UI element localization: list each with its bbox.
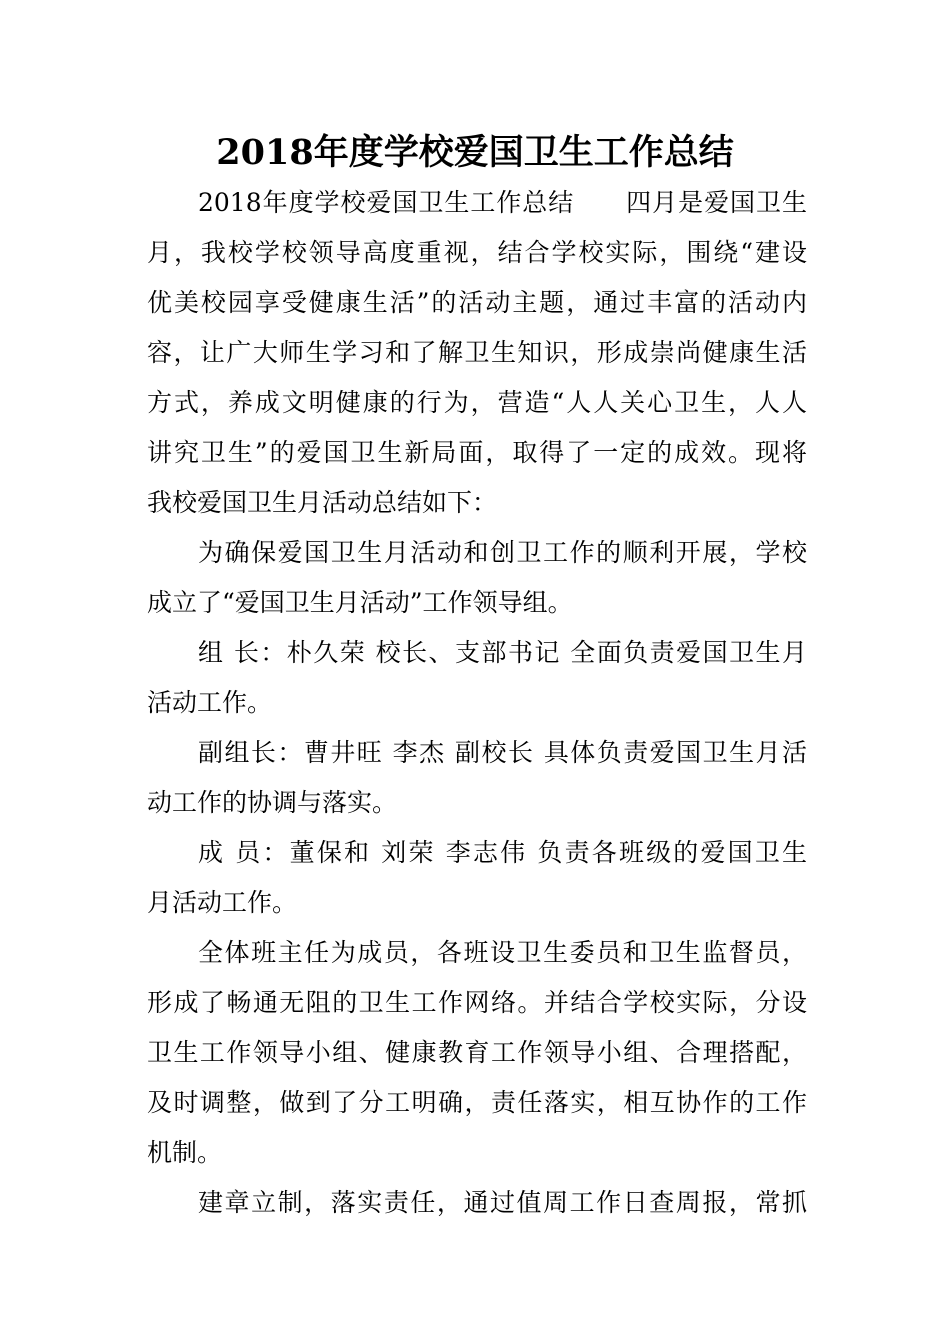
text-line: 方式，养成文明健康的行为，营造“人人关心卫生，人人 (147, 388, 807, 417)
text-line: 动工作的协调与落实。 (147, 788, 398, 817)
text-line: 成 员：董保和 刘荣 李志伟 负责各班级的爱国卫生 (198, 838, 807, 867)
text-line: 机制。 (147, 1138, 223, 1167)
text-line: 全体班主任为成员，各班设卫生委员和卫生监督员， (198, 938, 807, 967)
text-line: 卫生工作领导小组、健康教育工作领导小组、合理搭配， (147, 1038, 807, 1067)
text-line: 及时调整，做到了分工明确，责任落实，相互协作的工作 (147, 1088, 807, 1117)
text-line: 讲究卫生”的爱国卫生新局面，取得了一定的成效。现将 (147, 438, 807, 467)
text-line: 副组长：曹井旺 李杰 副校长 具体负责爱国卫生月活 (198, 738, 807, 767)
text-line: 优美校园享受健康生活”的活动主题，通过丰富的活动内 (147, 288, 807, 317)
text-line: 活动工作。 (147, 688, 273, 717)
text-line: 我校爱国卫生月活动总结如下： (147, 488, 498, 517)
text-line: 形成了畅通无阻的卫生工作网络。并结合学校实际，分设 (147, 988, 807, 1017)
text-line: 组 长：朴久荣 校长、支部书记 全面负责爱国卫生月 (198, 638, 807, 667)
text-line: 月，我校学校领导高度重视，结合学校实际，围绕“建设 (147, 238, 807, 267)
text-line: 月活动工作。 (147, 888, 298, 917)
document-body (147, 178, 807, 1228)
text-line: 容，让广大师生学习和了解卫生知识，形成崇尚健康生活 (147, 338, 807, 367)
text-line: 2018年度学校爱国卫生工作总结 四月是爱国卫生 (198, 188, 807, 217)
text-line: 为确保爱国卫生月活动和创卫工作的顺利开展，学校 (198, 538, 807, 567)
page-title: 2018年度学校爱国卫生工作总结 (216, 132, 734, 173)
text-line: 成立了“爱国卫生月活动”工作领导组。 (147, 588, 573, 617)
text-line: 建章立制，落实责任，通过值周工作日查周报，常抓 (198, 1188, 807, 1217)
